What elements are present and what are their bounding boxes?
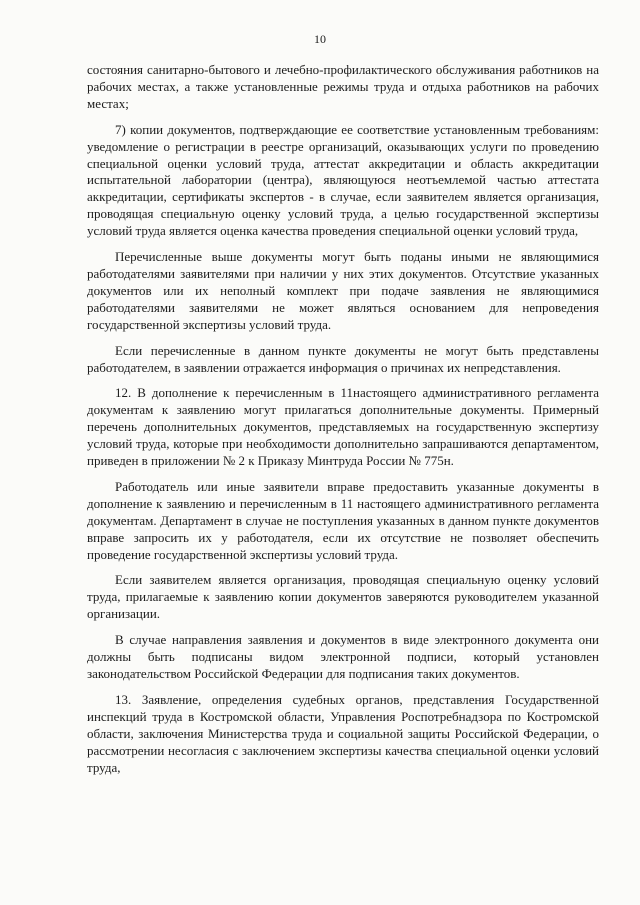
paragraph-electronic-signature: В случае направления заявления и документов в виде электронного документа они должны быть подписаны видом электронной подписи, который установлен законодательством Российской Федерации для подписания таких документов. bbox=[87, 632, 599, 681]
paragraph-item-13: 13. Заявление, определения судебных органов, представления Государственной инспекций труда в Костромской области, Управления Роспотребнадзора по Костромской области, заключения Министерства труда и социальной защиты Российской Федерации, о рассмотрении несогласия с заключением экспертизы качества специальной оценки условий труда, bbox=[87, 691, 599, 775]
paragraph-organization-copies: Если заявителем является организация, проводящая специальную оценку условий труда, прилагаемые к заявлению копии документов заверяются руководителем указанной организации. bbox=[87, 572, 599, 622]
paragraph-if-not-provided: Если перечисленные в данном пункте документы не могут быть представлены работодателем, в заявлении отражается информация о причинах их непредставления. bbox=[87, 342, 599, 375]
paragraph-continuation: состояния санитарно-бытового и лечебно-профилактического обслуживания работников на рабочих местах, а также установленные режимы труда и отдыха работников на рабочих местах; bbox=[87, 62, 599, 111]
paragraph-item-7: 7) копии документов, подтверждающие ее соответствие установленным требованиям: уведомление о регистрации в реестре организаций, оказывающих услуги по проведению специальной оценки условий труда, аттестат аккредитации и область аккредитации испытательной лаборатории (центра), являющуюся неотъемлемой частью аттестата аккредитации, сертификаты экспертов - в случае, если заявителем является организация, проводящая специальную оценку условий труда, а целью государственной экспертизы условий труда является оценка качества проведения специальной оценки условий труда, bbox=[87, 121, 599, 239]
paragraph-item-12: 12. В дополнение к перечисленным в 11настоящего административного регламента документам к заявлению могут прилагаться дополнительные документы. Примерный перечень дополнительных документов, представляемых на государственную экспертизу условий труда, которые при необходимости дополнительно запрашиваются департаментом, приведен в приложении № 2 к Приказу Минтруда России № 775н. bbox=[87, 385, 599, 469]
page-number: 10 bbox=[314, 32, 326, 46]
paragraph-listed-documents: Перечисленные выше документы могут быть поданы иными не являющимися работодателями заявителями при наличии у них этих документов. Отсутствие указанных документов или их неполный комплект при подаче заявления не являющимися работодателями заявителями не может являться основанием для непроведения государственной экспертизы условий труда. bbox=[87, 249, 599, 332]
body-text bbox=[87, 62, 599, 785]
paragraph-employer-right: Работодатель или иные заявители вправе предоставить указанные документы в дополнение к заявлению и перечисленным в 11 настоящего административного регламента документам. Департамент в случае не поступления указанных в данном пункте документов вправе запросить их у работодателя, если их отсутствие не позволяет обеспечить проведение государственной экспертизы условий труда. bbox=[87, 478, 599, 562]
